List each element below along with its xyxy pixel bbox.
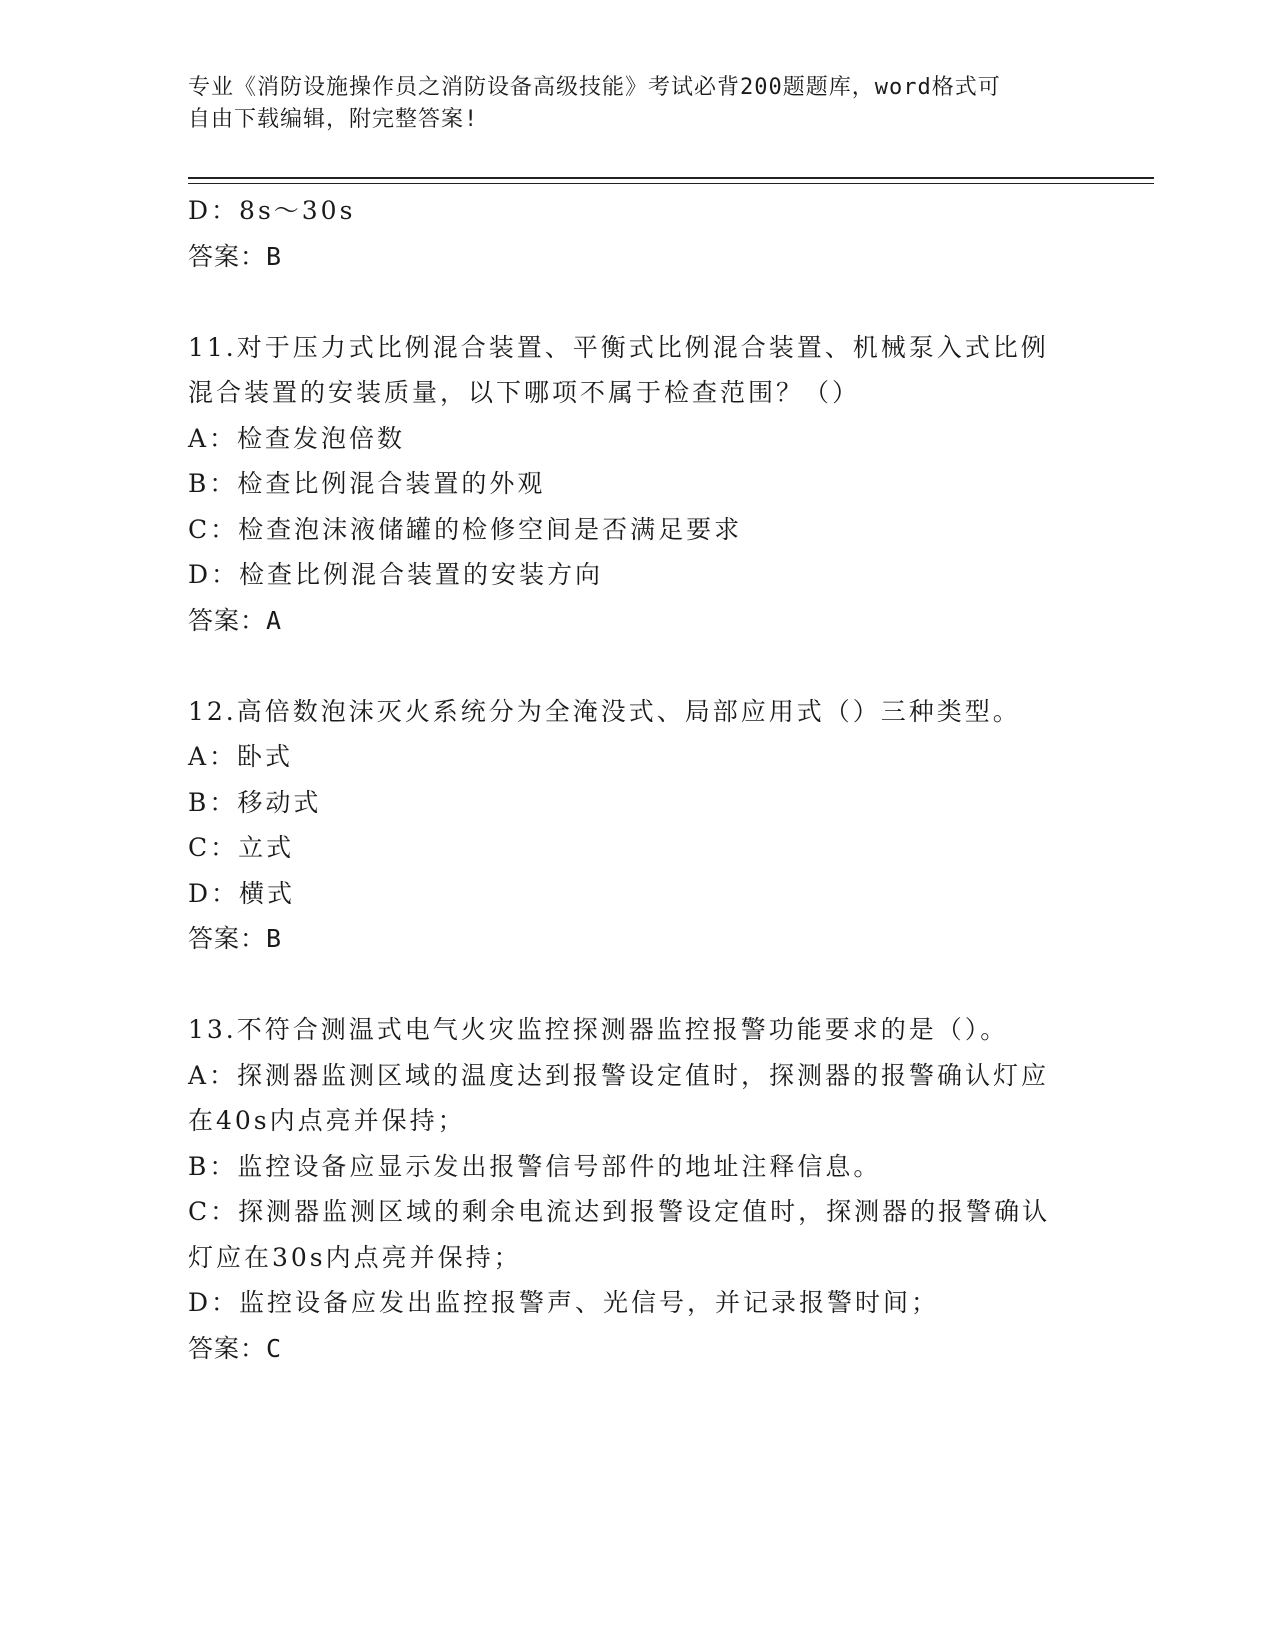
option-d: D：检查比例混合装置的安装方向 — [188, 560, 604, 589]
page-header — [188, 72, 1068, 136]
question-stem: 混合装置的安装质量，以下哪项不属于检查范围？（） — [188, 378, 861, 407]
option-a-continued: 在40s内点亮并保持； — [188, 1106, 466, 1135]
answer: 答案：B — [188, 241, 283, 271]
option-b: B：移动式 — [188, 787, 322, 817]
question-stem: 12.高倍数泡沫灭火系统分为全淹没式、局部应用式（）三种类型。 — [188, 696, 1021, 726]
option-b: B：监控设备应显示发出报警信号部件的地址注释信息。 — [188, 1151, 882, 1181]
option-d: D：监控设备应发出监控报警声、光信号，并记录报警时间； — [188, 1288, 940, 1317]
question-12 — [188, 689, 1088, 962]
spacer — [188, 962, 1088, 1008]
option-d: D：横式 — [188, 878, 296, 908]
answer: 答案：A — [188, 605, 283, 635]
header-title-line-1: 专业《消防设施操作员之消防设备高级技能》考试必背200题题库，word格式可 — [188, 75, 1001, 100]
option-a: A：检查发泡倍数 — [188, 423, 406, 453]
previous-question-tail — [188, 188, 1088, 279]
question-13 — [188, 1007, 1088, 1371]
spacer — [188, 279, 1088, 325]
option-c: C：立式 — [188, 833, 295, 862]
answer: 答案：B — [188, 924, 283, 953]
question-stem: 13.不符合测温式电气火灾监控探测器监控报警功能要求的是（）。 — [188, 1015, 1009, 1044]
question-list — [188, 188, 1088, 1371]
header-divider — [188, 177, 1154, 184]
option-c: C：探测器监测区域的剩余电流达到报警设定值时，探测器的报警确认 — [188, 1197, 1051, 1226]
answer: 答案：C — [188, 1333, 283, 1363]
option-a: A：探测器监测区域的温度达到报警设定值时，探测器的报警确认灯应 — [188, 1060, 1050, 1090]
option-c-continued: 灯应在30s内点亮并保持； — [188, 1242, 522, 1272]
question-stem: 11.对于压力式比例混合装置、平衡式比例混合装置、机械泵入式比例 — [188, 332, 1049, 362]
question-11 — [188, 325, 1088, 644]
option-a: A：卧式 — [188, 742, 294, 771]
header-title-line-2: 自由下载编辑，附完整答案! — [188, 107, 479, 132]
option-c: C：检查泡沫液储罐的检修空间是否满足要求 — [188, 514, 743, 544]
option-b: B：检查比例混合装置的外观 — [188, 469, 546, 498]
option-d: D：8s～30s — [188, 196, 356, 225]
spacer — [188, 643, 1088, 689]
